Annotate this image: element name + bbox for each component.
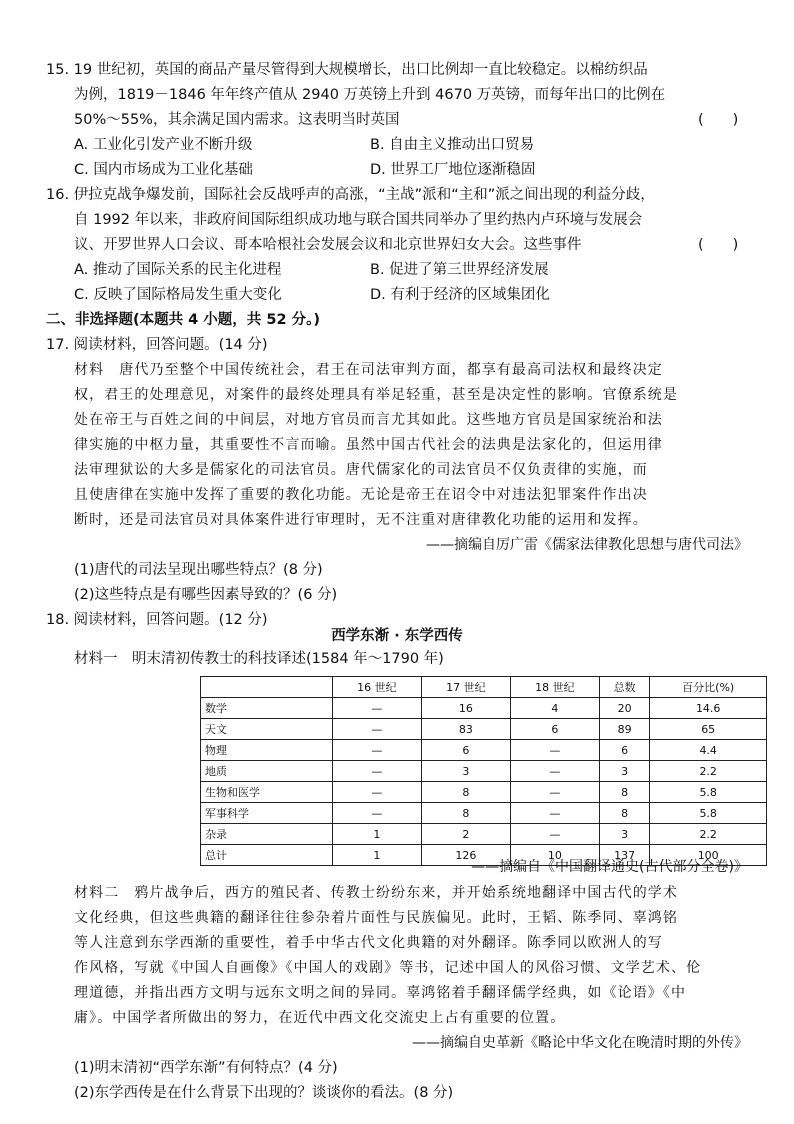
table-cell: 军事科学 bbox=[201, 803, 333, 824]
q16-option-d[interactable]: D. 有利于经济的区域集团化 bbox=[370, 287, 550, 303]
q16-option-c[interactable]: C. 反映了国际格局发生重大变化 bbox=[74, 287, 282, 303]
table-cell: — bbox=[510, 740, 599, 761]
q15-option-d[interactable]: D. 世界工厂地位逐渐稳固 bbox=[370, 162, 536, 178]
q18-material1-source: ——摘编自《中国翻译通史(古代部分全卷)》 bbox=[471, 859, 748, 875]
table-cell: — bbox=[510, 782, 599, 803]
table-cell: 6 bbox=[510, 719, 599, 740]
q16-answer-paren[interactable]: ( ) bbox=[698, 237, 739, 253]
q15-line2: 为例，1819－1846 年年终产值从 2940 万英镑上升到 4670 万英镑，而每年出口的比例在 bbox=[74, 87, 666, 103]
q17-material-line: 律实施的中枢力量，其重要性不言而喻。虽然中国古代社会的法典是法家化的，但运用律 bbox=[74, 437, 663, 453]
q18-subquestion-2: (2)东学西传是在什么背景下出现的？谈谈你的看法。(8 分) bbox=[74, 1085, 454, 1101]
q15-answer-paren[interactable]: ( ) bbox=[698, 112, 739, 128]
table-cell: 8 bbox=[599, 803, 650, 824]
q15-option-b[interactable]: B. 自由主义推动出口贸易 bbox=[370, 137, 535, 153]
q18-material2-line: 庸》。中国学者所做出的努力，在近代中西文化交流史上占有重要的位置。 bbox=[74, 1010, 566, 1026]
table-cell: 20 bbox=[599, 698, 650, 719]
table-cell: 数学 bbox=[201, 698, 333, 719]
table-cell: 3 bbox=[421, 761, 510, 782]
q15-line1: 15. 19 世纪初，英国的商品产量尽管得到大规模增长，出口比例却一直比较稳定。以棉纺织品 bbox=[46, 62, 648, 78]
table-header bbox=[201, 677, 333, 698]
translation-table bbox=[200, 676, 767, 866]
table-cell: — bbox=[332, 719, 421, 740]
q18-material2-line: 作风格，写就《中国人自画像》《中国人的戏剧》等书，记述中国人的风俗习惯、文学艺术、伦 bbox=[74, 960, 702, 976]
table-cell: 4.4 bbox=[650, 740, 767, 761]
table-cell: — bbox=[510, 824, 599, 845]
table-cell: 杂录 bbox=[201, 824, 333, 845]
table-cell: 8 bbox=[421, 782, 510, 803]
q18-title: 西学东渐 · 东学西传 bbox=[331, 628, 463, 644]
table-cell: — bbox=[332, 803, 421, 824]
table-header: 17 世纪 bbox=[421, 677, 510, 698]
table-cell: 3 bbox=[599, 824, 650, 845]
table-cell: 1 bbox=[332, 824, 421, 845]
table-cell: 天文 bbox=[201, 719, 333, 740]
table-cell: — bbox=[332, 761, 421, 782]
table-cell: 生物和医学 bbox=[201, 782, 333, 803]
table-header: 16 世纪 bbox=[332, 677, 421, 698]
table-cell: 126 bbox=[421, 845, 510, 866]
q15-option-a[interactable]: A. 工业化引发产业不断升级 bbox=[74, 137, 253, 153]
table-cell: 1 bbox=[332, 845, 421, 866]
table-row bbox=[201, 719, 767, 740]
table-cell: 83 bbox=[421, 719, 510, 740]
table-row bbox=[201, 803, 767, 824]
q17-material-line: 且使唐律在实施中发挥了重要的教化功能。无论是帝王在诏令中对违法犯罪案件作出决 bbox=[74, 487, 648, 503]
table-row bbox=[201, 782, 767, 803]
q17-material-line: 处在帝王与百姓之间的中间层，对地方官员而言尤其如此。这些地方官员是国家统治和法 bbox=[74, 412, 663, 428]
table-row bbox=[201, 698, 767, 719]
q18-material2-line: 材料二 鸦片战争后，西方的殖民者、传教士纷纷东来，并开始系统地翻译中国古代的学术 bbox=[74, 885, 678, 901]
table-header: 总数 bbox=[599, 677, 650, 698]
q16-option-b[interactable]: B. 促进了第三世界经济发展 bbox=[370, 262, 549, 278]
table-cell: 6 bbox=[421, 740, 510, 761]
table-cell: — bbox=[332, 740, 421, 761]
table-cell: 16 bbox=[421, 698, 510, 719]
table-cell: 65 bbox=[650, 719, 767, 740]
q17-material-line: 断时，还是司法官员对具体案件进行审理时，无不注重对唐律教化功能的运用和发挥。 bbox=[74, 512, 648, 528]
q18-material2-line: 等人注意到东学西渐的重要性，着手中华古代文化典籍的对外翻译。陈季同以欧洲人的写 bbox=[74, 935, 663, 951]
q17-material-line: 法审理狱讼的大多是儒家化的司法官员。唐代儒家化的司法官员不仅负责律的实施，而 bbox=[74, 462, 648, 478]
table-cell: 100 bbox=[650, 845, 767, 866]
table-cell: 6 bbox=[599, 740, 650, 761]
table-cell: 5.8 bbox=[650, 782, 767, 803]
table-cell: 14.6 bbox=[650, 698, 767, 719]
table-cell: 137 bbox=[599, 845, 650, 866]
table-cell: — bbox=[332, 782, 421, 803]
table-cell: 2.2 bbox=[650, 824, 767, 845]
section2-heading: 二、非选择题(本题共 4 小题，共 52 分。) bbox=[46, 312, 320, 328]
q17-source: ——摘编自厉广雷《儒家法律教化思想与唐代司法》 bbox=[426, 537, 748, 553]
table-cell: 8 bbox=[421, 803, 510, 824]
q18-material1-label: 材料一 明末清初传教士的科技译述(1584 年～1790 年) bbox=[74, 651, 444, 667]
table-cell: 总计 bbox=[201, 845, 333, 866]
q18-material2-line: 理道德，并指出西方文明与远东文明之间的异同。辜鸿铭着手翻译儒学经典，如《论语》《中 bbox=[74, 985, 687, 1001]
q18-subquestion-1: (1)明末清初“西学东渐”有何特点？(4 分) bbox=[74, 1060, 338, 1076]
table-cell: 10 bbox=[510, 845, 599, 866]
q17-subquestion-1: (1)唐代的司法呈现出哪些特点？(8 分) bbox=[74, 562, 323, 578]
q16-option-a[interactable]: A. 推动了国际关系的民主化进程 bbox=[74, 262, 282, 278]
q16-line2: 自 1992 年以来，非政府间国际组织成功地与联合国共同举办了里约热内卢环境与发展会 bbox=[74, 212, 643, 228]
table-header: 百分比(%) bbox=[650, 677, 767, 698]
table-cell: 4 bbox=[510, 698, 599, 719]
q17-material-line: 材料 唐代乃至整个中国传统社会，君王在司法审判方面，都享有最高司法权和最终决定 bbox=[74, 362, 663, 378]
q18-material2-line: 文化经典，但这些典籍的翻译往往参杂着片面性与民族偏见。此时，王韬、陈季同、辜鸿铭 bbox=[74, 910, 678, 926]
table-cell: 8 bbox=[599, 782, 650, 803]
table-header: 18 世纪 bbox=[510, 677, 599, 698]
table-cell: 物理 bbox=[201, 740, 333, 761]
table-cell: — bbox=[510, 761, 599, 782]
table-cell: 地质 bbox=[201, 761, 333, 782]
q15-option-c[interactable]: C. 国内市场成为工业化基础 bbox=[74, 162, 253, 178]
table-cell: 2 bbox=[421, 824, 510, 845]
table-row bbox=[201, 761, 767, 782]
q16-line1: 16. 伊拉克战争爆发前，国际社会反战呼声的高涨，“主战”派和“主和”派之间出现的利益分歧， bbox=[46, 187, 655, 203]
table-cell: — bbox=[332, 698, 421, 719]
q17-heading: 17. 阅读材料，回答问题。(14 分) bbox=[46, 337, 268, 353]
table-cell: — bbox=[510, 803, 599, 824]
table-cell: 5.8 bbox=[650, 803, 767, 824]
table-row bbox=[201, 824, 767, 845]
q16-line3: 议、开罗世界人口会议、哥本哈根社会发展会议和北京世界妇女大会。这些事件 bbox=[74, 237, 582, 253]
table-cell: 2.2 bbox=[650, 761, 767, 782]
q15-line3: 50%～55%，其余满足国内需求。这表明当时英国 bbox=[74, 112, 400, 128]
table-cell: 3 bbox=[599, 761, 650, 782]
table-row bbox=[201, 740, 767, 761]
q18-material2-source: ——摘编自史革新《略论中华文化在晚清时期的外传》 bbox=[412, 1035, 748, 1051]
q17-material-line: 权，君王的处理意见，对案件的最终处理具有举足轻重，甚至是决定性的影响。官僚系统是 bbox=[74, 387, 678, 403]
q17-subquestion-2: (2)这些特点是有哪些因素导致的？(6 分) bbox=[74, 587, 338, 603]
q18-heading: 18. 阅读材料，回答问题。(12 分) bbox=[46, 612, 268, 628]
table-header-row bbox=[201, 677, 767, 698]
table-cell: 89 bbox=[599, 719, 650, 740]
